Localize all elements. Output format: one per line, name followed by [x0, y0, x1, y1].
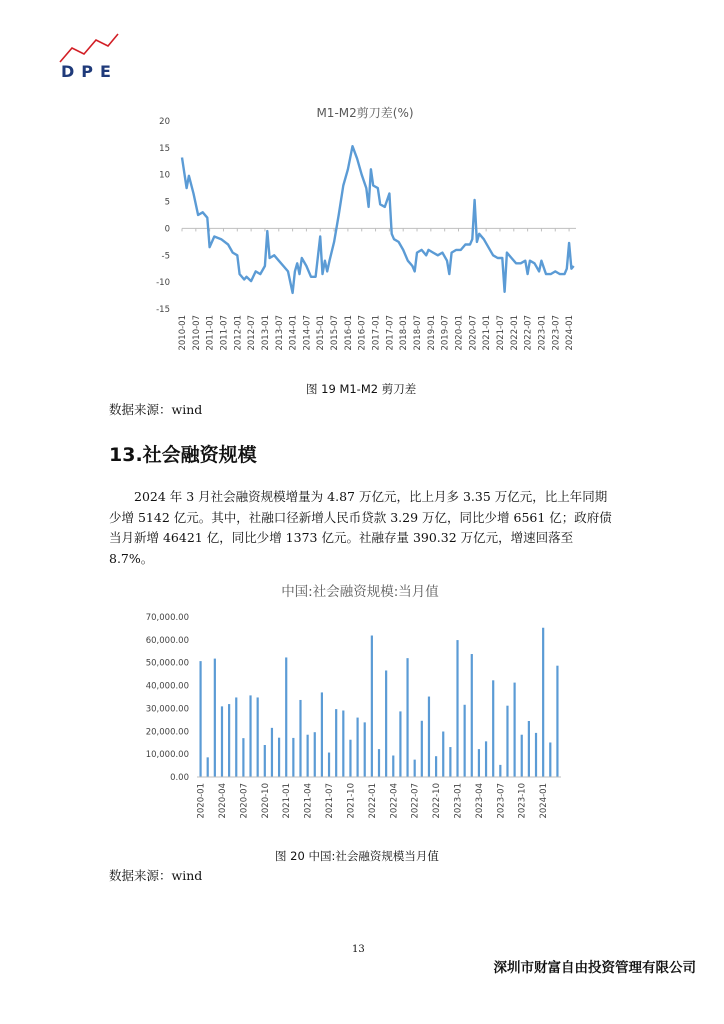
bar — [449, 747, 451, 777]
logo-text: DPE — [61, 62, 118, 81]
x-tick-label: 2020-01 — [196, 783, 207, 819]
bar — [349, 740, 351, 777]
x-tick-label: 2020-07 — [468, 315, 479, 351]
x-tick-label: 2023-01 — [453, 783, 464, 819]
x-tick-label: 2022-10 — [432, 783, 443, 819]
x-tick-label: 2014-07 — [302, 315, 313, 351]
y-tick-label: 0 — [164, 224, 170, 235]
logo-swoosh — [60, 34, 118, 62]
bar — [414, 760, 416, 777]
bar — [506, 706, 508, 777]
x-tick-label: 2021-01 — [282, 783, 293, 819]
x-tick-label: 2015-01 — [316, 315, 327, 351]
bar — [364, 722, 366, 777]
x-tick-label: 2023-10 — [517, 783, 528, 819]
y-tick-label: 40,000.00 — [145, 681, 189, 692]
bar — [385, 670, 387, 777]
bar — [492, 680, 494, 777]
chart-title: 中国:社会融资规模:当月值 — [281, 584, 439, 600]
bar — [199, 661, 201, 777]
bar — [242, 738, 244, 777]
x-tick-label: 2020-04 — [217, 783, 228, 819]
chart-title: M1-M2剪刀差(%) — [316, 106, 414, 120]
x-tick-label: 2018-07 — [413, 315, 424, 351]
x-tick-label: 2021-07 — [495, 315, 506, 351]
y-tick-label: 20,000.00 — [145, 727, 189, 738]
y-tick-label: 50,000.00 — [145, 658, 189, 669]
x-tick-label: 2011-01 — [205, 315, 216, 351]
x-tick-label: 2021-07 — [325, 783, 336, 819]
bar — [392, 756, 394, 777]
bar — [257, 697, 259, 777]
x-tick-label: 2018-01 — [399, 315, 410, 351]
company-name: 深圳市财富自由投资管理有限公司 — [493, 960, 696, 976]
x-tick-label: 2023-07 — [551, 315, 562, 351]
x-tick-label: 2017-01 — [371, 315, 382, 351]
x-tick-label: 2024-01 — [565, 315, 576, 351]
bar — [342, 710, 344, 777]
bar — [335, 709, 337, 777]
bar — [399, 711, 401, 777]
bar — [285, 657, 287, 777]
y-tick-label: 20 — [159, 117, 170, 127]
x-tick-label: 2021-10 — [346, 783, 357, 819]
bar — [271, 728, 273, 777]
x-tick-label: 2012-07 — [247, 315, 258, 351]
figure19-source: 数据来源：wind — [109, 402, 203, 417]
x-tick-label: 2011-07 — [219, 315, 230, 351]
figure20-source: 数据来源：wind — [109, 868, 203, 883]
x-tick-label: 2019-07 — [440, 315, 451, 351]
x-tick-label: 2022-01 — [367, 783, 378, 819]
bar — [535, 733, 537, 777]
bar — [435, 756, 437, 777]
bar — [442, 732, 444, 777]
x-tick-label: 2016-07 — [357, 315, 368, 351]
x-tick-label: 2022-01 — [509, 315, 520, 351]
bar — [249, 695, 251, 777]
x-tick-label: 2020-10 — [260, 783, 271, 819]
x-tick-label: 2012-01 — [233, 315, 244, 351]
bar — [478, 749, 480, 777]
bar — [549, 742, 551, 777]
bar — [456, 640, 458, 777]
x-tick-label: 2019-01 — [426, 315, 437, 351]
bar — [514, 683, 516, 777]
bar — [278, 738, 280, 777]
bar — [314, 732, 316, 777]
x-tick-label: 2015-07 — [330, 315, 341, 351]
bar — [328, 753, 330, 777]
x-tick-label: 2014-01 — [288, 315, 299, 351]
x-tick-label: 2022-07 — [410, 783, 421, 819]
bar — [428, 697, 430, 777]
figure20-caption: 图 20 中国:社会融资规模当月值 — [275, 849, 439, 863]
x-tick-label: 2013-07 — [274, 315, 285, 351]
y-tick-label: 0.00 — [170, 773, 189, 783]
bar — [299, 700, 301, 777]
section-heading: 13.社会融资规模 — [109, 444, 257, 466]
bar — [235, 697, 237, 777]
bar — [556, 666, 558, 777]
x-tick-label: 2022-04 — [389, 783, 400, 819]
series-line — [182, 146, 574, 293]
x-tick-label: 2021-04 — [303, 783, 314, 819]
bar — [356, 718, 358, 777]
x-tick-label: 2023-04 — [474, 783, 485, 819]
bar — [228, 704, 230, 777]
bar — [499, 765, 501, 777]
bar — [307, 735, 309, 777]
y-tick-label: 10 — [159, 170, 170, 181]
bar — [421, 721, 423, 777]
x-tick-label: 2016-01 — [343, 315, 354, 351]
y-tick-label: -5 — [161, 251, 170, 262]
bar — [485, 741, 487, 777]
bar — [542, 628, 544, 777]
x-tick-label: 2021-01 — [482, 315, 493, 351]
bar — [464, 705, 466, 777]
x-tick-label: 2023-01 — [537, 315, 548, 351]
x-tick-label: 2020-01 — [454, 315, 465, 351]
bar — [378, 749, 380, 777]
y-tick-label: 5 — [164, 197, 170, 208]
y-tick-label: -10 — [156, 278, 170, 289]
bar — [292, 738, 294, 777]
bar — [471, 654, 473, 777]
bar — [321, 692, 323, 777]
x-tick-label: 2024-01 — [539, 783, 550, 819]
y-tick-label: 70,000.00 — [145, 613, 189, 623]
section-paragraph: 2024 年 3 月社会融资规模增量为 4.87 万亿元，比上月多 3.35 万亿元，比上年同期少增 5142 亿元。其中，社融口径新增人民币贷款 3.29 万亿，同比少增 6561 亿；政府债当月新增 46421 亿，同比少增 1373 亿元。社融存量 390.32 万亿元，增速回落至 8.7%。 — [109, 489, 612, 566]
y-tick-label: 60,000.00 — [145, 635, 189, 646]
bar — [214, 659, 216, 777]
x-tick-label: 2010-07 — [191, 315, 202, 351]
x-tick-label: 2022-07 — [523, 315, 534, 351]
page-number: 13 — [352, 944, 365, 955]
social-financing-chart — [125, 578, 595, 840]
bar — [207, 757, 209, 777]
bar — [521, 735, 523, 777]
x-tick-label: 2017-07 — [385, 315, 396, 351]
bar — [264, 745, 266, 777]
y-tick-label: 15 — [159, 143, 170, 154]
m1-m2-chart — [140, 98, 590, 373]
x-tick-label: 2020-07 — [239, 783, 250, 819]
x-tick-label: 2013-01 — [260, 315, 271, 351]
bar — [371, 636, 373, 777]
bar — [221, 706, 223, 777]
y-tick-label: 10,000.00 — [145, 750, 189, 761]
bar — [406, 658, 408, 777]
y-tick-label: -15 — [156, 305, 170, 315]
y-tick-label: 30,000.00 — [145, 704, 189, 715]
x-tick-label: 2023-07 — [496, 783, 507, 819]
figure19-caption: 图 19 M1-M2 剪刀差 — [306, 382, 417, 396]
bar — [528, 721, 530, 777]
x-tick-label: 2010-01 — [178, 315, 188, 351]
